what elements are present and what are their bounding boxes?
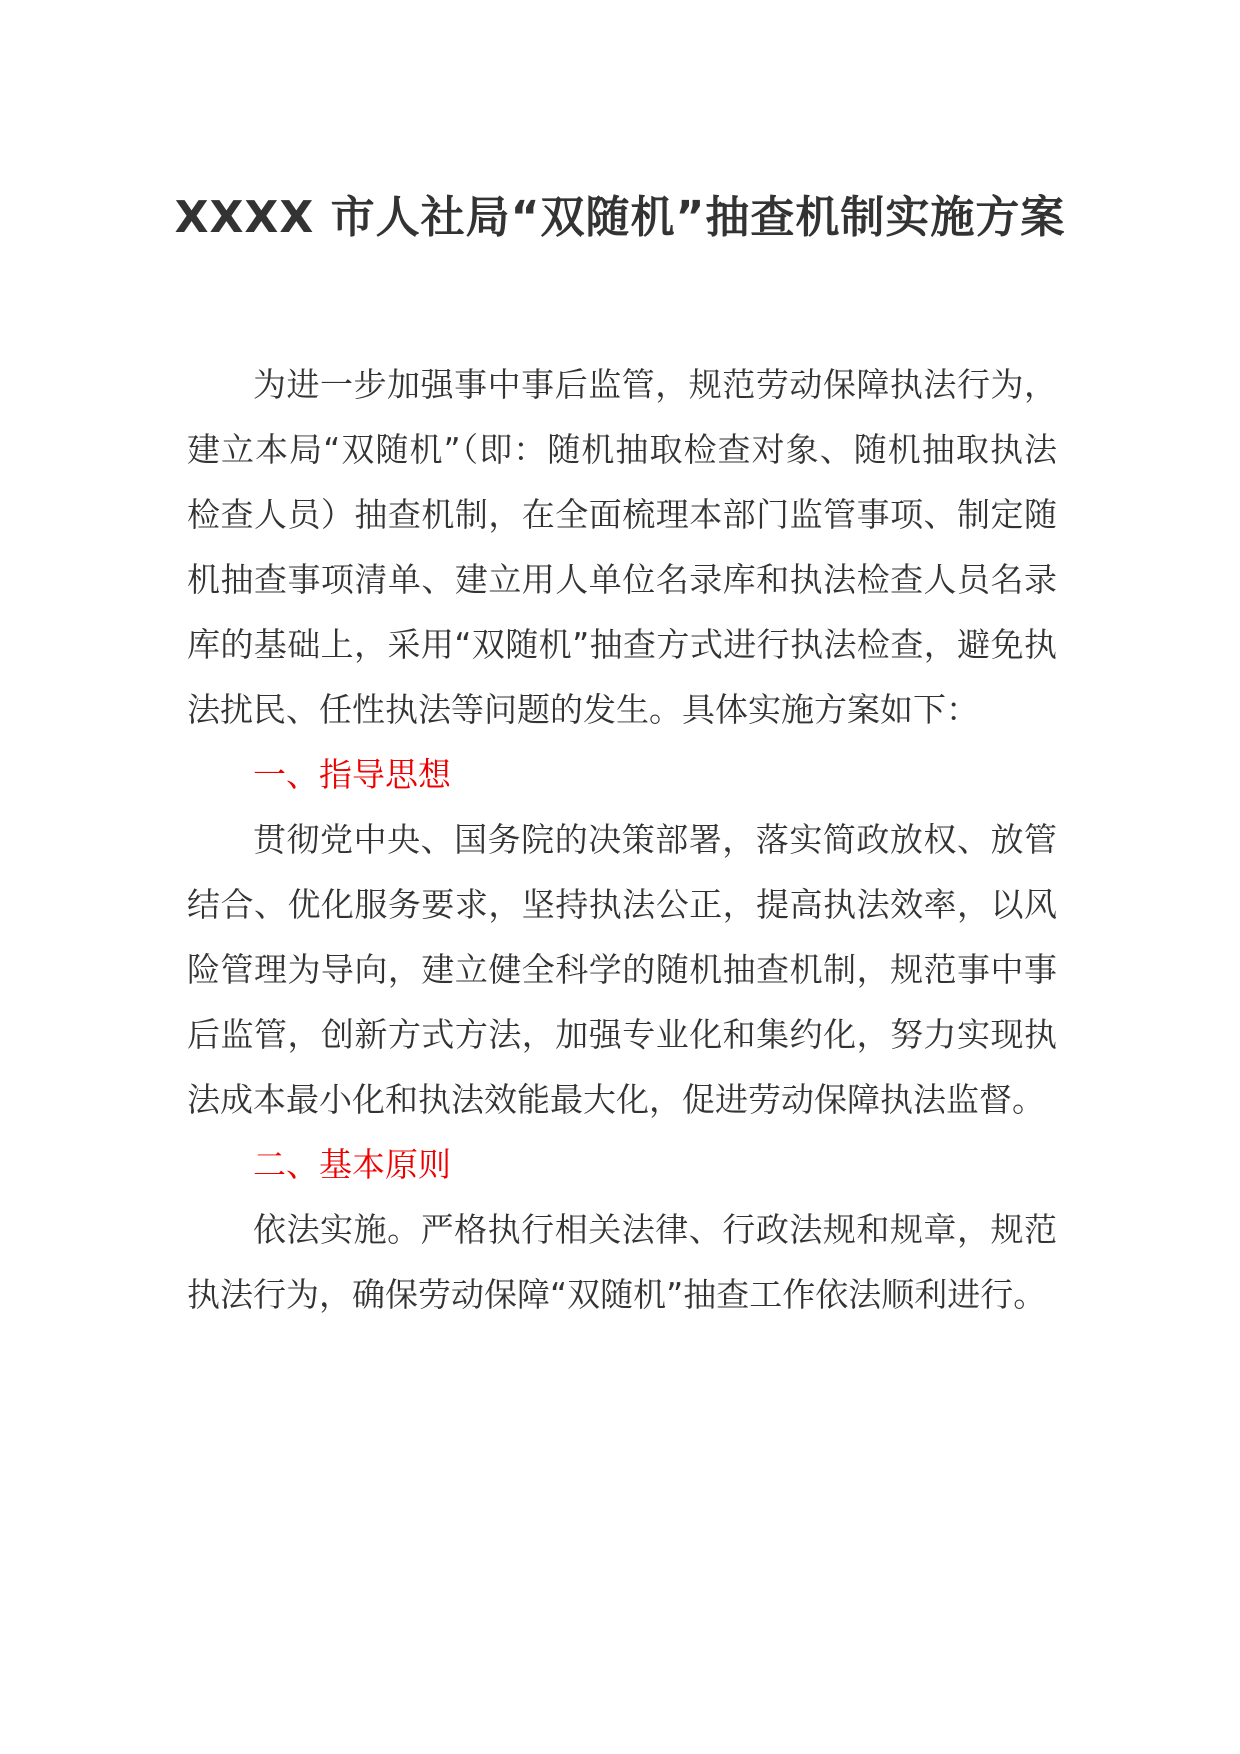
- section-heading-basic-principles: 二、基本原则: [253, 1145, 451, 1184]
- section-body-guiding-ideology: 贯彻党中央、国务院的决策部署，落实简政放权、放管结合、优化服务要求，坚持执法公正，提高执法效率，以风险管理为导向，建立健全科学的随机抽查机制，规范事中事后监管，创新方式方法，加强专业化和集约化，努力实现执法成本最小化和执法效能最大化，促进劳动保障执法监督。: [187, 820, 1057, 1119]
- document-title: XXXX 市人社局“双随机”抽查机制实施方案: [174, 192, 1066, 243]
- document-body: [187, 352, 1057, 1327]
- section-heading-guiding-ideology: 一、指导思想: [253, 755, 451, 794]
- intro-paragraph: 为进一步加强事中事后监管，规范劳动保障执法行为，建立本局“双随机”（即：随机抽取检查对象、随机抽取执法检查人员）抽查机制，在全面梳理本部门监管事项、制定随机抽查事项清单、建立用人单位名录库和执法检查人员名录库的基础上，采用“双随机”抽查方式进行执法检查，避免执法扰民、任性执法等问题的发生。具体实施方案如下：: [187, 365, 1057, 729]
- section-body-basic-principles: 依法实施。严格执行相关法律、行政法规和规章，规范执法行为，确保劳动保障“双随机”抽查工作依法顺利进行。: [187, 1210, 1057, 1314]
